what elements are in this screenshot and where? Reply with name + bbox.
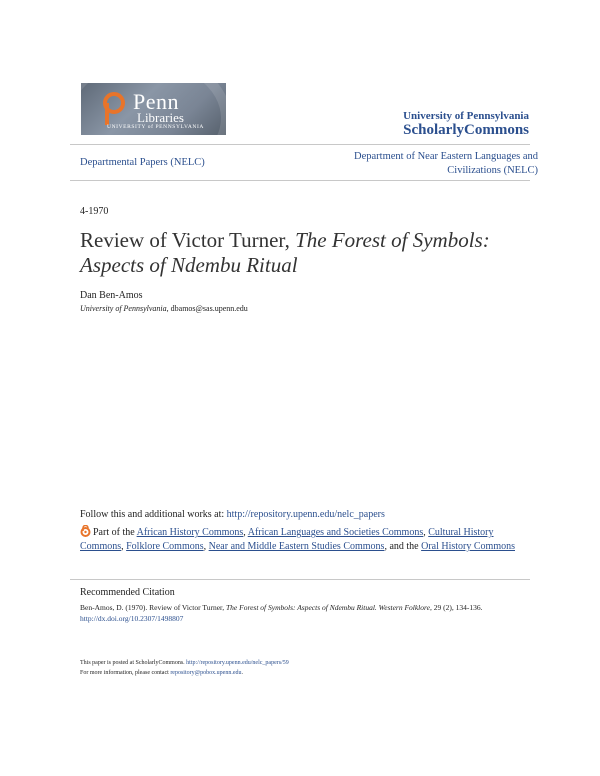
title-italic: The Forest of Symbols: Aspects of Ndembu Ritual [80,228,490,277]
part-of-prefix: Part of the [93,527,137,538]
link-african-languages[interactable]: African Languages and Societies Commons [247,527,424,538]
breadcrumb-collection[interactable]: Departmental Papers (NELC) [80,157,205,168]
posted-line: This paper is posted at ScholarlyCommons. http://repository.upenn.edu/nelc_papers/59 [80,660,289,666]
link-oral-history[interactable]: Oral History Commons [421,541,515,552]
citation-text: Ben-Amos, D. (1970). Review of Victor Turner, The Forest of Symbols: Aspects of Ndembu Ritual. Western Folklore, 29 (2), 134-136. http://dx.doi.org/10.2307/1498807 [80,603,483,623]
title-plain: Review of Victor Turner, [80,228,296,252]
penn-shield-icon [103,91,125,127]
repository-name[interactable]: ScholarlyCommons [403,122,529,138]
contact-email[interactable]: repository@pobox.upenn.edu [170,670,242,676]
link-cultural-history[interactable]: Cultural History Commons [80,527,494,552]
link-folklore[interactable]: Folklore Commons [126,541,204,552]
divider-header [70,180,530,181]
author-name: Dan Ben-Amos [80,290,143,301]
penn-libraries-logo [81,83,226,135]
article-title [80,228,520,278]
follow-link[interactable]: http://repository.upenn.edu/nelc_papers [226,509,385,520]
logo-penn: Penn [133,89,179,114]
follow-line [80,509,385,520]
open-access-icon [80,525,91,537]
link-african-history[interactable]: African History Commons [136,527,244,538]
affiliation-email: , dbamos@sas.upenn.edu [166,304,248,313]
university-name[interactable]: University of Pennsylvania [403,110,529,122]
logo-libraries: Libraries [137,110,184,125]
posted-link[interactable]: http://repository.upenn.edu/nelc_papers/59 [186,660,289,666]
affiliation-institution: University of Pennsylvania [80,304,167,313]
recommended-heading: Recommended Citation [80,587,175,598]
part-of-line: Part of the African History Commons, African Languages and Societies Commons, Cultural History Commons, Folklore Commons, Near and Middle Eastern Studies Commons, and the Oral History Commons [80,527,515,552]
logo-tagline: UNIVERSITY of PENNSYLVANIA [107,124,204,130]
contact-line: For more information, please contact repository@pobox.upenn.edu. [80,670,243,676]
divider-citation [70,579,530,580]
breadcrumb-department[interactable]: Department of Near Eastern Languages and Civilizations (NELC) [354,151,538,176]
author-affiliation [80,304,248,313]
divider-top [70,144,530,145]
follow-prefix: Follow this and additional works at: [80,509,227,520]
publication-date: 4-1970 [80,206,109,217]
doi-link[interactable]: http://dx.doi.org/10.2307/1498807 [80,614,184,623]
link-near-middle-eastern[interactable]: Near and Middle Eastern Studies Commons [208,541,385,552]
